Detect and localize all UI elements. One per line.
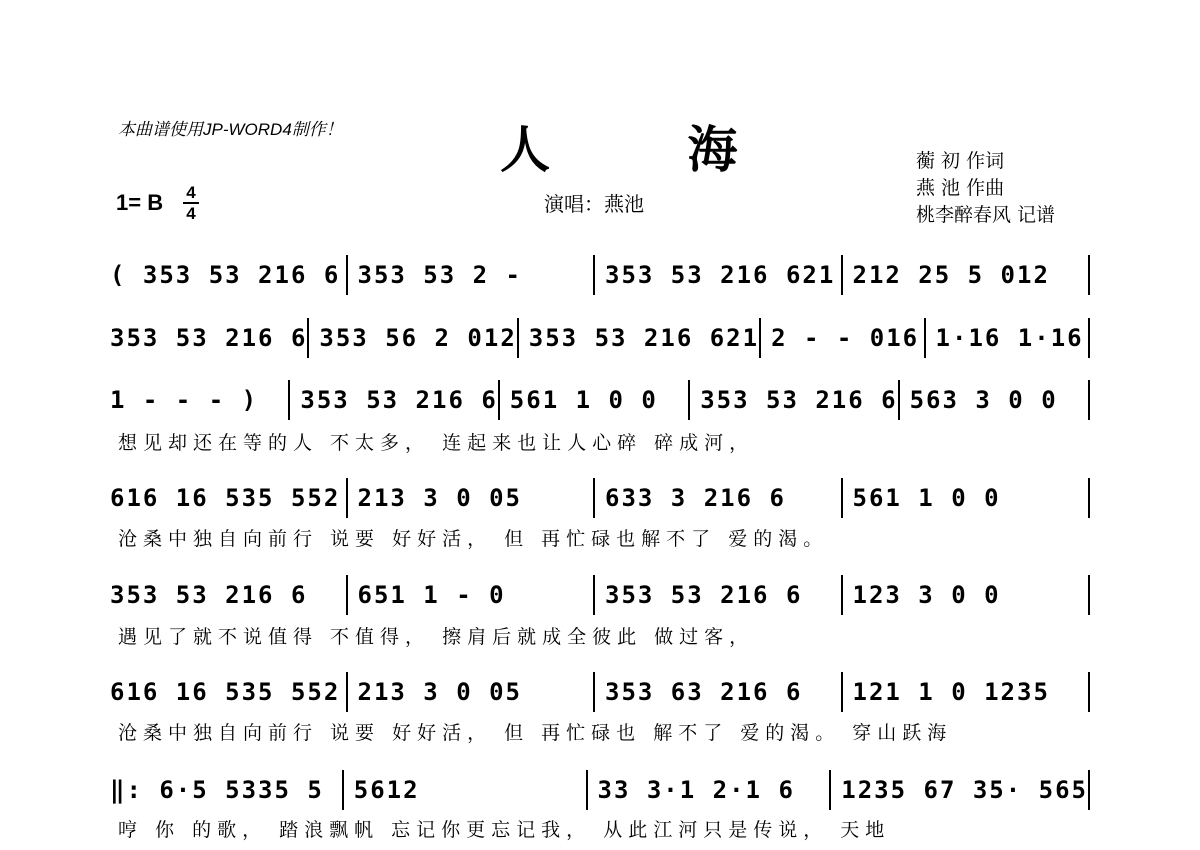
- notation-line: [110, 255, 1090, 295]
- barline: [1088, 380, 1090, 420]
- time-signature: [183, 185, 199, 221]
- measure: 1235 67 35· 565: [841, 776, 1088, 804]
- credit-note: 本曲谱使用JP-WORD4制作！: [118, 120, 343, 139]
- lyric-line: 哼 你 的歌， 踏浪飘帆 忘记你更忘记我， 从此江河只是传说， 天地: [118, 819, 891, 841]
- notation-line: [110, 770, 1090, 810]
- key-signature: 1= B: [116, 190, 164, 215]
- score-row: [110, 672, 1090, 718]
- measure: 353 53 216 6: [700, 386, 898, 414]
- score-row: [110, 255, 1090, 301]
- transcriber-credit: 桃李醉春风 记谱: [916, 204, 1056, 226]
- measure: 213 3 0 05: [357, 678, 522, 706]
- measure: ‖: 6·5 5335 5: [110, 776, 324, 804]
- measure: 561 1 0 0: [852, 484, 1001, 512]
- measure: ( 353 53 216 6: [110, 261, 341, 289]
- measure: 353 53 216 621: [528, 324, 760, 352]
- measure: 563 3 0 0: [909, 386, 1058, 414]
- measure: 353 53 216 6: [300, 386, 498, 414]
- barline: [1088, 770, 1090, 810]
- barline: [1088, 318, 1090, 358]
- measure: 33 3·1 2·1 6: [597, 776, 795, 804]
- measure: 5612: [353, 776, 420, 804]
- song-title: 人 海: [500, 120, 798, 179]
- measure: 123 3 0 0: [852, 581, 1001, 609]
- measure: 353 56 2 012: [319, 324, 517, 352]
- measure: 353 53 216 6: [605, 581, 803, 609]
- score-row: [110, 318, 1090, 364]
- lyric-line: 沧桑中独自向前行 说要 好好活， 但 再忙碌也 解不了 爱的渴。 穿山跃海: [118, 722, 953, 744]
- singer-line: 演唱：燕池: [544, 192, 644, 216]
- notation-line: [110, 318, 1090, 358]
- lyric-line: 想见却还在等的人 不太多， 连起来也让人心碎 碎成河，: [118, 432, 755, 454]
- credits-block: [916, 148, 1055, 229]
- measure: 353 63 216 6: [605, 678, 803, 706]
- measure: 353 53 2 -: [357, 261, 522, 289]
- measure: 2 - - 016: [771, 324, 920, 352]
- barline: [1088, 255, 1090, 295]
- measure: 616 16 535 552: [110, 484, 341, 512]
- measure: 616 16 535 552: [110, 678, 341, 706]
- score-row: [110, 380, 1090, 426]
- score-row: [110, 770, 1090, 816]
- measure: 353 53 216 621: [605, 261, 836, 289]
- measure: 121 1 0 1235: [852, 678, 1050, 706]
- score-row: [110, 575, 1090, 621]
- lyric-line: 遇见了就不说值得 不值得， 擦肩后就成全彼此 做过客，: [118, 626, 755, 648]
- time-signature-bottom: 4: [186, 204, 196, 223]
- barline: [1088, 575, 1090, 615]
- measure: 212 25 5 012: [852, 261, 1050, 289]
- lyric-line: 沧桑中独自向前行 说要 好好活， 但 再忙碌也解不了 爱的渴。: [118, 528, 829, 550]
- barline: [1088, 672, 1090, 712]
- measure: 353 53 216 6: [110, 324, 308, 352]
- composer-credit: 燕 池 作曲: [916, 177, 1005, 199]
- notation-line: [110, 380, 1090, 420]
- notation-line: [110, 672, 1090, 712]
- measure: 1 - - - ): [110, 386, 259, 414]
- notation-line: [110, 478, 1090, 518]
- time-signature-top: 4: [186, 183, 196, 202]
- lyricist-credit: 蘅 初 作词: [916, 150, 1005, 172]
- measure: 633 3 216 6: [605, 484, 786, 512]
- measure: 1·16 1·16: [935, 324, 1084, 352]
- barline: [1088, 478, 1090, 518]
- measure: 651 1 - 0: [357, 581, 506, 609]
- score-row: [110, 478, 1090, 524]
- notation-line: [110, 575, 1090, 615]
- measure: 213 3 0 05: [357, 484, 522, 512]
- measure: 561 1 0 0: [509, 386, 658, 414]
- measure: 353 53 216 6: [110, 581, 308, 609]
